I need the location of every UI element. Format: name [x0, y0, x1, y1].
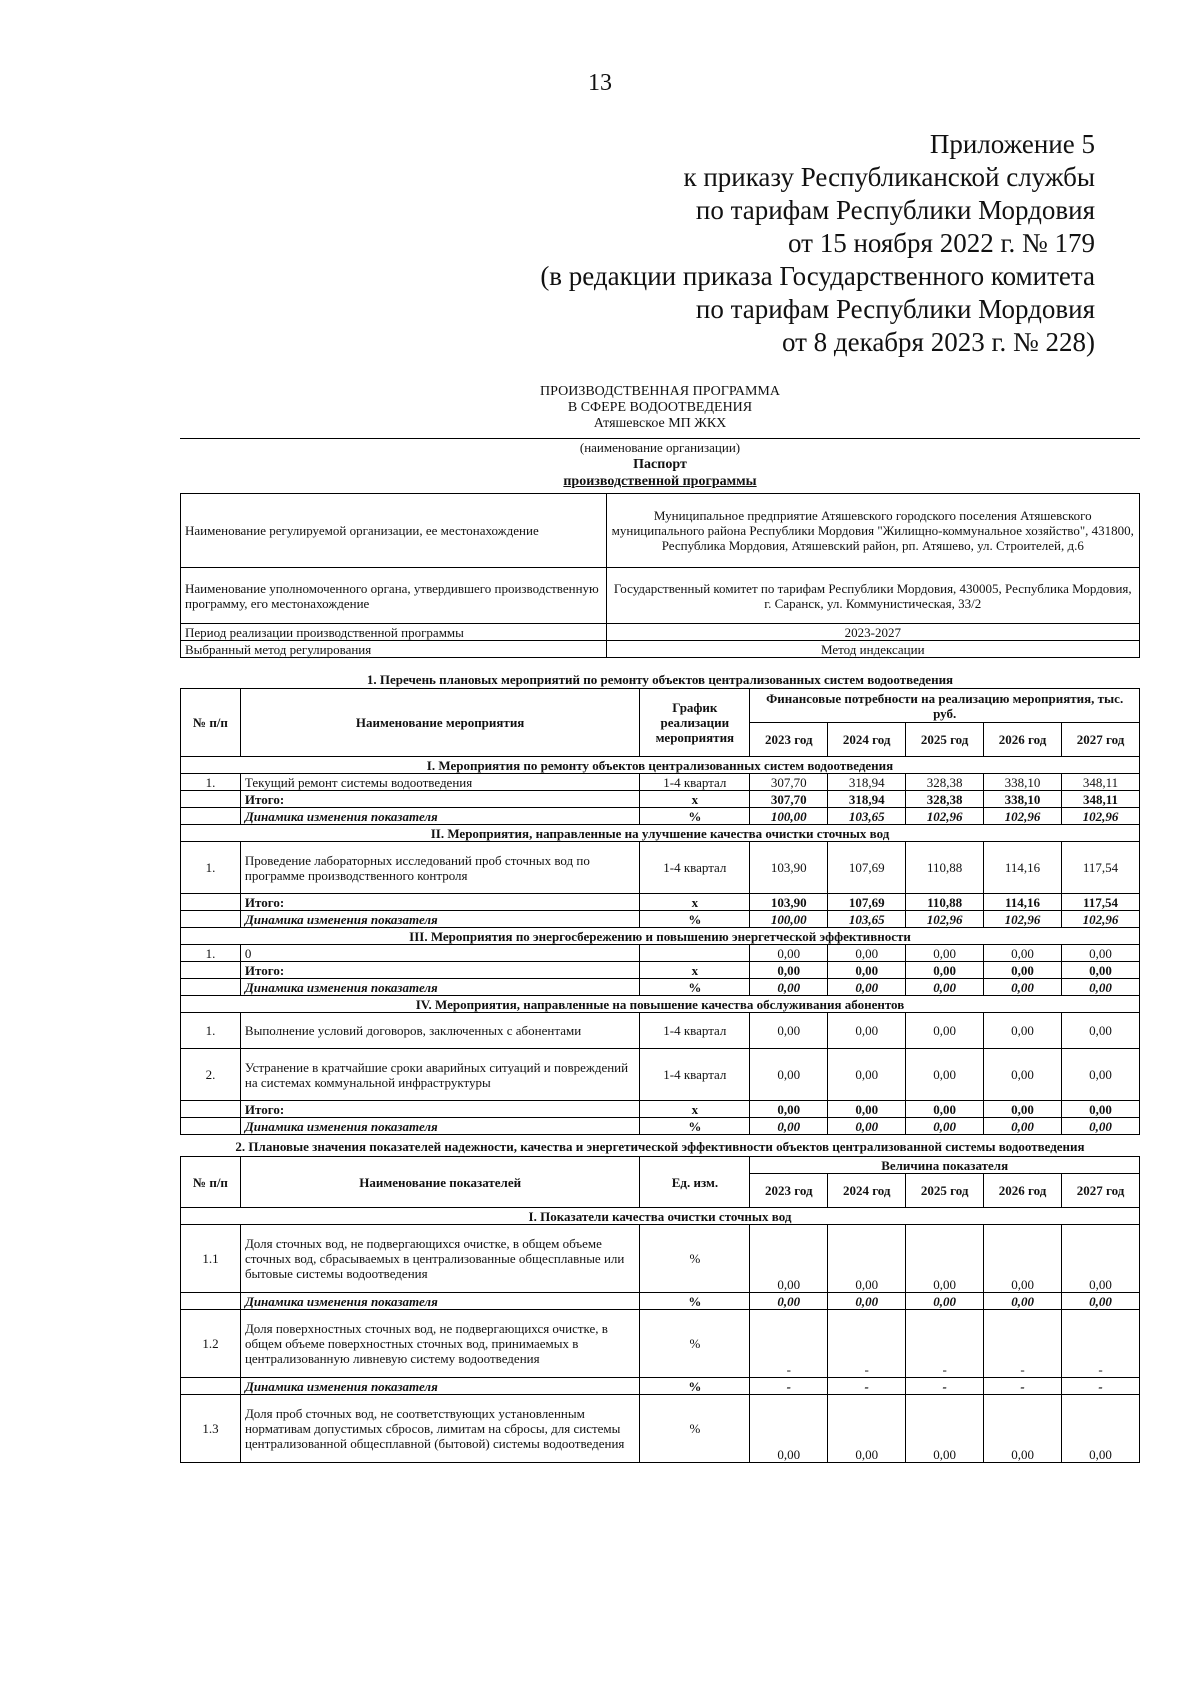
- value-cell: 0,00: [750, 962, 828, 979]
- unit-cell: %: [640, 1293, 750, 1310]
- row-number: 1.: [181, 774, 241, 791]
- value-cell: 0,00: [906, 962, 984, 979]
- value-cell: 0,00: [1062, 979, 1140, 996]
- table-row: [181, 1310, 1140, 1378]
- dynamics-label: Динамика изменения показателя: [240, 1293, 640, 1310]
- row-number: [181, 894, 241, 911]
- schedule: [640, 945, 750, 962]
- value-cell: 348,11: [1062, 791, 1140, 808]
- year-header: 2027 год: [1062, 1174, 1140, 1208]
- passport-label: Наименование регулируемой организации, ее местонахождение: [181, 494, 607, 568]
- dynamics-label: Динамика изменения показателя: [240, 1118, 639, 1135]
- activity-name: Устранение в кратчайшие сроки аварийных ситуаций и повреждений на системах коммунальной инфраструктуры: [240, 1049, 639, 1101]
- program-title: [180, 384, 1140, 432]
- value-cell: 0,00: [828, 1049, 906, 1101]
- value-cell: 0,00: [984, 1118, 1062, 1135]
- value-cell: 0,00: [828, 1225, 906, 1293]
- col-indicator-header: Наименование показателей: [240, 1157, 640, 1208]
- value-cell: 0,00: [984, 1049, 1062, 1101]
- year-header: 2025 год: [906, 723, 984, 757]
- year-header: 2025 год: [906, 1174, 984, 1208]
- unit-cell: %: [640, 1225, 750, 1293]
- col-number-header: № п/п: [181, 689, 241, 757]
- value-cell: 0,00: [828, 962, 906, 979]
- value-cell: -: [828, 1378, 906, 1395]
- row-number: [181, 1378, 241, 1395]
- value-cell: 0,00: [906, 1013, 984, 1049]
- value-cell: 318,94: [828, 774, 906, 791]
- row-number: 1.: [181, 1013, 241, 1049]
- col-finance-header: Финансовые потребности на реализацию мероприятия, тыс. руб.: [750, 689, 1140, 723]
- value-cell: 0,00: [750, 1049, 828, 1101]
- value-cell: 0,00: [828, 1395, 906, 1463]
- col-unit-header: Ед. изм.: [640, 1157, 750, 1208]
- schedule: 1-4 квартал: [640, 1049, 750, 1101]
- value-cell: 0,00: [1062, 1013, 1140, 1049]
- value-cell: 0,00: [1062, 962, 1140, 979]
- dynamics-row: [181, 1118, 1140, 1135]
- total-row: [181, 1101, 1140, 1118]
- row-number: [181, 911, 241, 928]
- value-cell: 0,00: [1062, 1049, 1140, 1101]
- group-title: I. Показатели качества очистки сточных вод: [181, 1208, 1140, 1225]
- value-cell: 0,00: [984, 945, 1062, 962]
- value-cell: 107,69: [828, 842, 906, 894]
- value-cell: 348,11: [1062, 774, 1140, 791]
- activity-name: Выполнение условий договоров, заключенных с абонентами: [240, 1013, 639, 1049]
- row-number: [181, 791, 241, 808]
- value-cell: 0,00: [984, 962, 1062, 979]
- value-cell: 0,00: [1062, 1293, 1140, 1310]
- value-cell: -: [1062, 1310, 1140, 1378]
- header-line: к приказу Республиканской службы: [683, 162, 1095, 192]
- passport-heading: [180, 456, 1140, 490]
- schedule: 1-4 квартал: [640, 1013, 750, 1049]
- total-row: [181, 962, 1140, 979]
- unit-cell: х: [640, 1101, 750, 1118]
- value-cell: 103,65: [828, 911, 906, 928]
- total-label: Итого:: [240, 1101, 639, 1118]
- row-number: [181, 1101, 241, 1118]
- dynamics-label: Динамика изменения показателя: [240, 979, 639, 996]
- value-cell: -: [906, 1378, 984, 1395]
- total-label: Итого:: [240, 791, 639, 808]
- dynamics-row: [181, 1293, 1140, 1310]
- value-cell: 0,00: [984, 1013, 1062, 1049]
- year-header: 2026 год: [984, 723, 1062, 757]
- total-label: Итого:: [240, 894, 639, 911]
- value-cell: 0,00: [828, 1293, 906, 1310]
- value-cell: 0,00: [750, 1118, 828, 1135]
- passport-label: Наименование уполномоченного органа, утвердившего производственную программу, его местонахождение: [181, 568, 607, 624]
- header-line: Приложение 5: [929, 129, 1095, 159]
- indicator-name: Доля проб сточных вод, не соответствующих установленным нормативам допустимых сбросов, лимитам на сбросы, для системы централизованной общесплавной (бытовой) системы водоотведения: [240, 1395, 640, 1463]
- passport-label: Период реализации производственной программы: [181, 624, 607, 641]
- dynamics-label: Динамика изменения показателя: [240, 1378, 640, 1395]
- passport-value: Метод индексации: [606, 641, 1139, 658]
- table-row: [181, 774, 1140, 791]
- header-line: от 15 ноября 2022 г. № 179: [788, 228, 1095, 258]
- value-cell: 110,88: [906, 842, 984, 894]
- value-cell: 318,94: [828, 791, 906, 808]
- value-cell: 0,00: [906, 979, 984, 996]
- table-row: [181, 1049, 1140, 1101]
- value-cell: 0,00: [750, 945, 828, 962]
- row-number: 1.1: [181, 1225, 241, 1293]
- value-cell: 0,00: [984, 1225, 1062, 1293]
- year-header: 2023 год: [750, 723, 828, 757]
- value-cell: 0,00: [1062, 1101, 1140, 1118]
- dynamics-label: Динамика изменения показателя: [240, 911, 639, 928]
- value-cell: 102,96: [1062, 808, 1140, 825]
- passport-title: Паспорт: [633, 457, 687, 472]
- header-line: (в редакции приказа Государственного комитета: [540, 261, 1095, 291]
- page-number: 13: [588, 70, 612, 96]
- schedule: 1-4 квартал: [640, 774, 750, 791]
- value-cell: 0,00: [1062, 1225, 1140, 1293]
- value-cell: 338,10: [984, 791, 1062, 808]
- value-cell: -: [1062, 1378, 1140, 1395]
- group-title: IV. Мероприятия, направленные на повышение качества обслуживания абонентов: [181, 996, 1140, 1013]
- passport-value: Муниципальное предприятие Атяшевского городского поселения Атяшевского муниципального района Республики Мордовия "Жилищно-коммунальное хозяйство", 431800, Республика Мордовия, Атяшевский район, рп. Атяшево, ул. Строителей, д.6: [606, 494, 1139, 568]
- activity-name: Проведение лабораторных исследований проб сточных вод по программе производственного контроля: [240, 842, 639, 894]
- value-cell: 110,88: [906, 894, 984, 911]
- unit-cell: %: [640, 1378, 750, 1395]
- value-cell: 0,00: [750, 1293, 828, 1310]
- value-cell: 0,00: [906, 945, 984, 962]
- unit-cell: %: [640, 808, 750, 825]
- group-title: I. Мероприятия по ремонту объектов централизованных систем водоотведения: [181, 757, 1140, 774]
- value-cell: 0,00: [906, 1101, 984, 1118]
- value-cell: 114,16: [984, 894, 1062, 911]
- row-number: 1.: [181, 842, 241, 894]
- value-cell: 0,00: [828, 1101, 906, 1118]
- appendix-header: [540, 128, 1095, 359]
- dynamics-row: [181, 1378, 1140, 1395]
- total-row: [181, 894, 1140, 911]
- organization-name: Атяшевское МП ЖКХ: [593, 416, 727, 431]
- group-row: [181, 1208, 1140, 1225]
- group-row: [181, 928, 1140, 945]
- value-cell: -: [750, 1310, 828, 1378]
- dynamics-row: [181, 808, 1140, 825]
- value-cell: 0,00: [984, 979, 1062, 996]
- value-cell: 0,00: [750, 1013, 828, 1049]
- value-cell: 107,69: [828, 894, 906, 911]
- passport-subtitle: производственной программы: [563, 474, 757, 489]
- section2-title: 2. Плановые значения показателей надежности, качества и энергетической эффективности объектов централизованной системы водоотведения: [235, 1139, 1085, 1154]
- value-cell: 103,90: [750, 894, 828, 911]
- value-cell: 102,96: [984, 911, 1062, 928]
- group-row: [181, 996, 1140, 1013]
- unit-cell: %: [640, 1118, 750, 1135]
- table-row: [181, 842, 1140, 894]
- value-cell: 0,00: [906, 1225, 984, 1293]
- row-number: [181, 1293, 241, 1310]
- unit-cell: х: [640, 962, 750, 979]
- col-number-header: № п/п: [181, 1157, 241, 1208]
- value-cell: 328,38: [906, 791, 984, 808]
- value-cell: 0,00: [750, 1101, 828, 1118]
- value-cell: 0,00: [984, 1395, 1062, 1463]
- year-header: 2024 год: [828, 1174, 906, 1208]
- header-line: по тарифам Республики Мордовия: [695, 294, 1095, 324]
- value-cell: 0,00: [828, 1118, 906, 1135]
- header-line: по тарифам Республики Мордовия: [695, 195, 1095, 225]
- unit-cell: %: [640, 1395, 750, 1463]
- value-cell: 102,96: [906, 808, 984, 825]
- row-number: [181, 808, 241, 825]
- value-cell: 117,54: [1062, 894, 1140, 911]
- table-row: [181, 1395, 1140, 1463]
- group-title: II. Мероприятия, направленные на улучшение качества очистки сточных вод: [181, 825, 1140, 842]
- group-row: [181, 825, 1140, 842]
- value-cell: -: [750, 1378, 828, 1395]
- value-cell: 114,16: [984, 842, 1062, 894]
- unit-cell: %: [640, 1310, 750, 1378]
- table-row: [181, 1225, 1140, 1293]
- col-schedule-header: График реализации мероприятия: [640, 689, 750, 757]
- value-cell: 0,00: [828, 1013, 906, 1049]
- activity-name: Текущий ремонт системы водоотведения: [240, 774, 639, 791]
- group-row: [181, 757, 1140, 774]
- passport-value: 2023-2027: [606, 624, 1139, 641]
- indicator-name: Доля сточных вод, не подвергающихся очистке, в общем объеме сточных вод, сбрасываемых в централизованные общесплавные или бытовые системы водоотведения: [240, 1225, 640, 1293]
- value-cell: 0,00: [750, 1225, 828, 1293]
- unit-cell: х: [640, 791, 750, 808]
- value-cell: -: [828, 1310, 906, 1378]
- value-cell: 102,96: [984, 808, 1062, 825]
- total-row: [181, 791, 1140, 808]
- year-header: 2027 год: [1062, 723, 1140, 757]
- value-cell: 100,00: [750, 911, 828, 928]
- value-cell: 0,00: [906, 1293, 984, 1310]
- dynamics-label: Динамика изменения показателя: [240, 808, 639, 825]
- value-cell: 0,00: [984, 1293, 1062, 1310]
- value-cell: 0,00: [906, 1395, 984, 1463]
- value-cell: 0,00: [1062, 1118, 1140, 1135]
- row-number: 2.: [181, 1049, 241, 1101]
- row-number: [181, 979, 241, 996]
- passport-table: [180, 493, 1140, 658]
- organization-caption: (наименование организации): [579, 440, 741, 455]
- value-cell: 100,00: [750, 808, 828, 825]
- value-cell: 338,10: [984, 774, 1062, 791]
- value-cell: 307,70: [750, 791, 828, 808]
- value-cell: 0,00: [984, 1101, 1062, 1118]
- value-cell: 117,54: [1062, 842, 1140, 894]
- dynamics-row: [181, 979, 1140, 996]
- value-cell: 102,96: [906, 911, 984, 928]
- value-cell: -: [984, 1310, 1062, 1378]
- value-cell: 0,00: [1062, 1395, 1140, 1463]
- title-line: В СФЕРЕ ВОДООТВЕДЕНИЯ: [567, 400, 753, 415]
- row-number: [181, 962, 241, 979]
- section1-table: [180, 688, 1140, 1135]
- value-cell: 103,65: [828, 808, 906, 825]
- row-number: 1.2: [181, 1310, 241, 1378]
- unit-cell: %: [640, 911, 750, 928]
- passport-value: Государственный комитет по тарифам Республики Мордовия, 430005, Республика Мордовия, г. Саранск, ул. Коммунистическая, 33/2: [606, 568, 1139, 624]
- table-row: [181, 1013, 1140, 1049]
- value-cell: 0,00: [828, 979, 906, 996]
- value-cell: 307,70: [750, 774, 828, 791]
- row-number: 1.: [181, 945, 241, 962]
- value-cell: -: [984, 1378, 1062, 1395]
- row-number: 1.3: [181, 1395, 241, 1463]
- unit-cell: %: [640, 979, 750, 996]
- year-header: 2023 год: [750, 1174, 828, 1208]
- schedule: 1-4 квартал: [640, 842, 750, 894]
- year-header: 2024 год: [828, 723, 906, 757]
- title-rule: [180, 438, 1140, 439]
- section2-table: [180, 1156, 1140, 1463]
- value-cell: 0,00: [828, 945, 906, 962]
- col-value-header: Величина показателя: [750, 1157, 1140, 1174]
- value-cell: 0,00: [1062, 945, 1140, 962]
- row-number: [181, 1118, 241, 1135]
- value-cell: 103,90: [750, 842, 828, 894]
- value-cell: -: [906, 1310, 984, 1378]
- table-row: [181, 945, 1140, 962]
- value-cell: 328,38: [906, 774, 984, 791]
- section1-title: 1. Перечень плановых мероприятий по ремонту объектов централизованных систем водоотведения: [366, 672, 954, 687]
- header-line: от 8 декабря 2023 г. № 228): [781, 327, 1095, 357]
- dynamics-row: [181, 911, 1140, 928]
- value-cell: 0,00: [750, 1395, 828, 1463]
- year-header: 2026 год: [984, 1174, 1062, 1208]
- col-name-header: Наименование мероприятия: [240, 689, 639, 757]
- passport-label: Выбранный метод регулирования: [181, 641, 607, 658]
- value-cell: 0,00: [750, 979, 828, 996]
- value-cell: 0,00: [906, 1049, 984, 1101]
- indicator-name: Доля поверхностных сточных вод, не подвергающихся очистке, в общем объеме поверхностных сточных вод, принимаемых в централизованную ливневую систему водоотведения: [240, 1310, 640, 1378]
- value-cell: 102,96: [1062, 911, 1140, 928]
- total-label: Итого:: [240, 962, 639, 979]
- unit-cell: х: [640, 894, 750, 911]
- title-line: ПРОИЗВОДСТВЕННАЯ ПРОГРАММА: [540, 384, 780, 399]
- group-title: III. Мероприятия по энергосбережению и повышению энергетческой эффективности: [181, 928, 1140, 945]
- value-cell: 0,00: [906, 1118, 984, 1135]
- activity-name: 0: [240, 945, 639, 962]
